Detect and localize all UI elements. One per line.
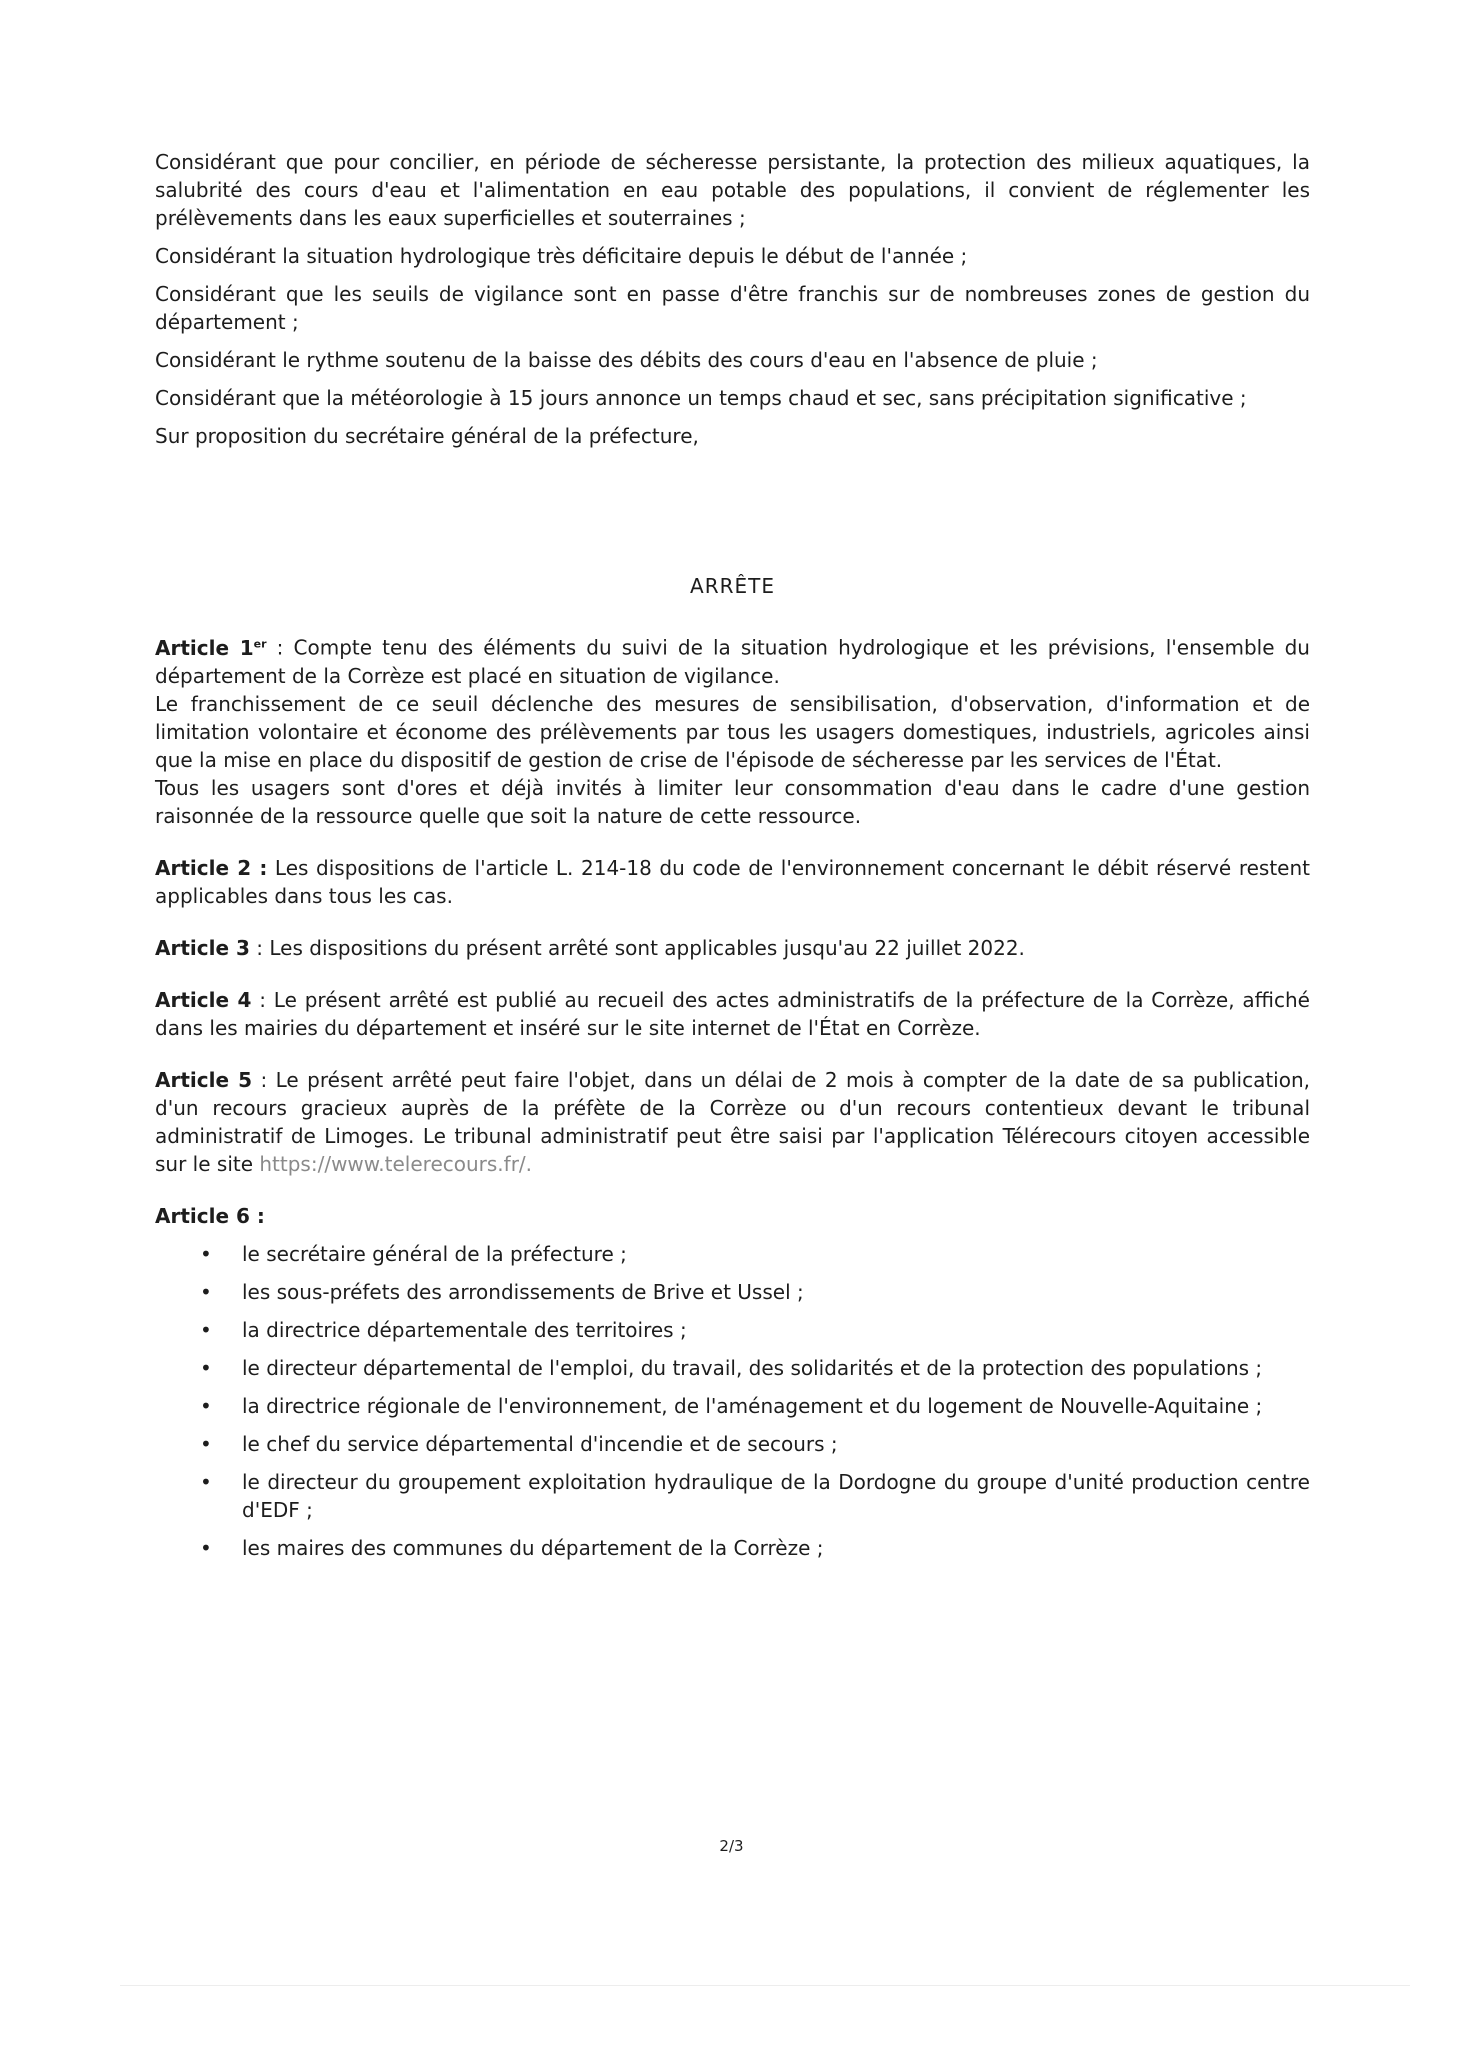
bullet-icon: • (200, 1355, 212, 1380)
list-item (155, 1240, 1310, 1268)
article-5 (155, 1066, 1310, 1178)
list-item-text: le directeur du groupement exploitation hydraulique de la Dordogne du groupe d'unité production centre d'EDF ; (242, 1469, 1310, 1522)
considerant-3: Considérant que les seuils de vigilance sont en passe d'être franchis sur de nombreuses zones de gestion du département ; (155, 282, 1310, 334)
article-3 (155, 934, 1310, 962)
article-4-label: Article 4 (155, 987, 252, 1012)
list-item (155, 1534, 1310, 1562)
footer-divider (120, 1985, 1410, 1986)
article-6-label: Article 6 : (155, 1203, 265, 1228)
article-1-text-3: Tous les usagers sont d'ores et déjà invités à limiter leur consommation d'eau dans le cadre d'une gestion raisonnée de la ressource quelle que soit la nature de cette ressource. (155, 775, 1310, 828)
article-1-text-2: Le franchissement de ce seuil déclenche des mesures de sensibilisation, d'observation, d'information et de limitation volontaire et économe des prélèvements par tous les usagers domestiques, industriels, agricoles ainsi que la mise en place du dispositif de gestion de crise de l'épisode de sécheresse par les services de l'État. (155, 691, 1310, 772)
article-4 (155, 986, 1310, 1042)
article-2-label: Article 2 : (155, 855, 268, 880)
article-3-label: Article 3 (155, 935, 250, 960)
article-1-label-sup: er (253, 637, 267, 650)
list-item (155, 1392, 1310, 1420)
article-4-text: : Le présent arrêté est publié au recueil des actes administratifs de la préfecture de la Corrèze, affiché dans les mairies du département et inséré sur le site internet de l'État en Corrèze. (155, 987, 1310, 1040)
list-item-text: la directrice régionale de l'environnement, de l'aménagement et du logement de Nouvelle-Aquitaine ; (242, 1393, 1263, 1418)
considerant-1: Considérant que pour concilier, en période de sécheresse persistante, la protection des milieux aquatiques, la salubrité des cours d'eau et l'alimentation en eau potable des populations, il convient de réglementer les prélèvements dans les eaux superficielles et souterraines ; (155, 150, 1310, 230)
recipients-list (155, 1240, 1310, 1562)
telerecours-link[interactable]: https://www.telerecours.fr/. (259, 1151, 533, 1176)
bullet-icon: • (200, 1431, 212, 1456)
list-item-text: le directeur départemental de l'emploi, du travail, des solidarités et de la protection des populations ; (242, 1355, 1263, 1380)
article-2-text: Les dispositions de l'article L. 214-18 du code de l'environnement concernant le débit réservé restent applicables dans tous les cas. (155, 855, 1310, 908)
bullet-icon: • (200, 1469, 212, 1494)
bullet-icon: • (200, 1279, 212, 1304)
bullet-icon: • (200, 1393, 212, 1418)
proposition-line: Sur proposition du secrétaire général de la préfecture, (155, 424, 699, 448)
list-item (155, 1316, 1310, 1344)
list-item (155, 1354, 1310, 1382)
list-item-text: la directrice départementale des territoires ; (242, 1317, 687, 1342)
bullet-icon: • (200, 1317, 212, 1342)
article-3-text: : Les dispositions du présent arrêté sont applicables jusqu'au 22 juillet 2022. (249, 935, 1025, 960)
article-6 (155, 1202, 1310, 1562)
document-body (155, 148, 1310, 1562)
decree-title: ARRÊTE (690, 574, 775, 598)
article-1-text: Compte tenu des éléments du suivi de la situation hydrologique et les prévisions, l'ensemble du département de la Corrèze est placé en situation de vigilance. (155, 635, 1310, 688)
list-item-text: les sous-préfets des arrondissements de Brive et Ussel ; (242, 1279, 804, 1304)
article-2 (155, 854, 1310, 910)
article-1-label-text: Article 1 (155, 635, 254, 660)
list-item-text: le chef du service départemental d'incendie et de secours ; (242, 1431, 838, 1456)
bullet-icon: • (200, 1241, 212, 1266)
bullet-icon: • (200, 1535, 212, 1560)
considerants-section (155, 148, 1310, 450)
article-1-label (155, 636, 267, 660)
considerant-5: Considérant que la météorologie à 15 jours annonce un temps chaud et sec, sans précipitation significative ; (155, 386, 1247, 410)
article-1-label-colon: : (266, 635, 284, 660)
article-1 (155, 630, 1310, 830)
list-item (155, 1430, 1310, 1458)
list-item-text: les maires des communes du département de la Corrèze ; (242, 1535, 824, 1560)
article-5-label: Article 5 (155, 1067, 253, 1092)
list-item (155, 1278, 1310, 1306)
list-item-text: le secrétaire général de la préfecture ; (242, 1241, 627, 1266)
considerant-2: Considérant la situation hydrologique très déficitaire depuis le début de l'année ; (155, 244, 968, 268)
article-5-text: : Le présent arrêté peut faire l'objet, dans un délai de 2 mois à compter de la date de sa publication, d'un recours gracieux auprès de la préfète de la Corrèze ou d'un recours contentieux devant le tribunal administratif de Limoges. Le tribunal administratif peut être saisi par l'application Télérecours citoyen accessible sur le site (155, 1067, 1311, 1176)
page-number: 2/3 (719, 1837, 744, 1855)
considerant-4: Considérant le rythme soutenu de la baisse des débits des cours d'eau en l'absence de pluie ; (155, 348, 1098, 372)
list-item (155, 1468, 1310, 1524)
